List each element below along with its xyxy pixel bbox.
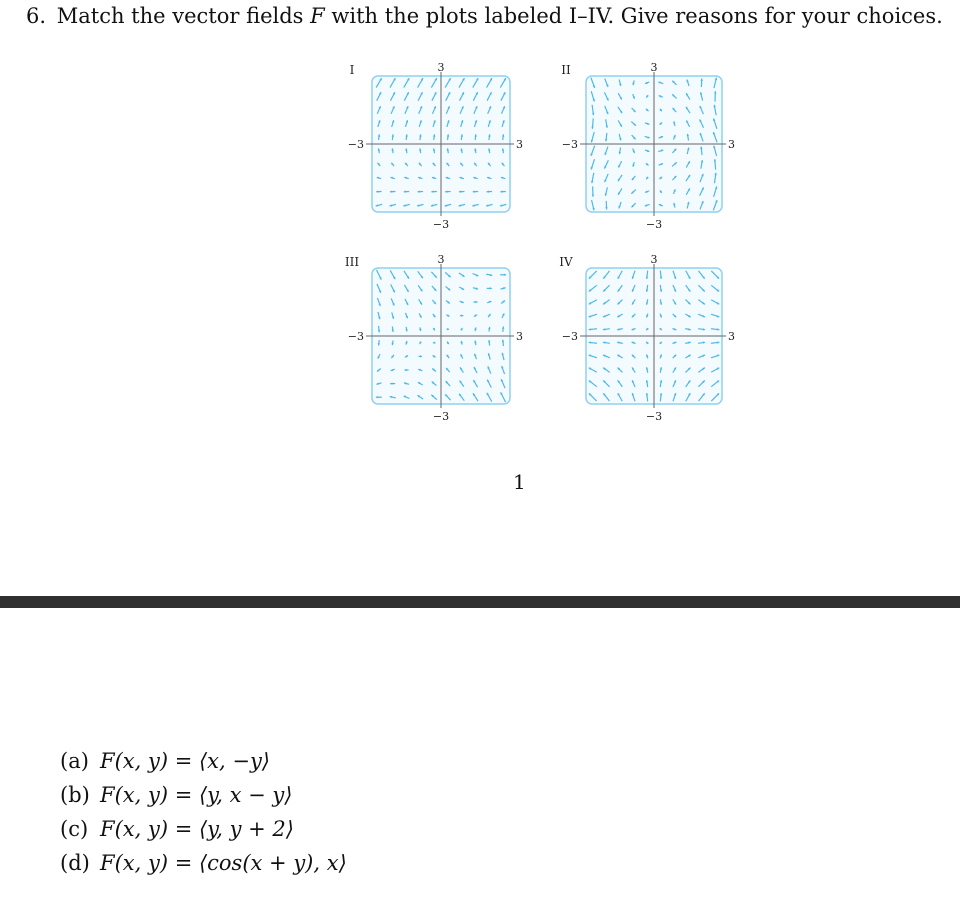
choice-a	[60, 744, 347, 778]
choice-c	[60, 812, 347, 846]
plot-tick-bottom: −3	[432, 410, 450, 423]
plot-tick-left: −3	[561, 330, 578, 343]
choice-list	[60, 744, 347, 880]
problem-variable: F	[310, 4, 325, 28]
plot-tick-bottom: −3	[432, 218, 450, 231]
choice-expression: F(x, y) = ⟨cos(x + y), x⟩	[100, 851, 347, 875]
vector-plot-3	[345, 253, 523, 423]
choice-label: (c)	[60, 817, 89, 841]
vector-plot-4	[559, 253, 735, 423]
problem-text-before: Match the vector fields	[56, 4, 304, 28]
vector-plot-1	[348, 61, 523, 231]
plot-tick-right: 3	[516, 138, 523, 151]
plot-label: III	[344, 255, 360, 269]
plot-tick-right: 3	[728, 138, 735, 151]
plot-tick-left: −3	[347, 330, 364, 343]
plot-tick-bottom: −3	[645, 218, 663, 231]
vector-plot-2	[561, 61, 735, 231]
plot-label: II	[561, 63, 571, 77]
choice-expression: F(x, y) = ⟨x, −y⟩	[100, 749, 270, 773]
plot-tick-top: 3	[650, 61, 658, 74]
page-number: 1	[513, 470, 526, 494]
choice-b	[60, 778, 347, 812]
choice-label: (b)	[60, 783, 90, 807]
plot-tick-right: 3	[728, 330, 735, 343]
page-break-bar	[0, 596, 960, 608]
problem-text-after: with the plots labeled I–IV. Give reasons for your choices.	[331, 4, 943, 28]
plot-label: IV	[559, 255, 573, 269]
plot-tick-left: −3	[347, 138, 364, 151]
choice-d	[60, 846, 347, 880]
plot-label: I	[349, 63, 355, 77]
plot-tick-top: 3	[437, 253, 445, 266]
plot-tick-top: 3	[437, 61, 445, 74]
problem-number: 6.	[26, 4, 47, 28]
vector-field-plots	[0, 40, 960, 440]
choice-label: (d)	[60, 851, 90, 875]
problem-statement	[26, 2, 946, 30]
plot-tick-bottom: −3	[645, 410, 663, 423]
plot-tick-left: −3	[561, 138, 578, 151]
plot-tick-top: 3	[650, 253, 658, 266]
choice-expression: F(x, y) = ⟨y, x − y⟩	[100, 783, 293, 807]
plot-tick-right: 3	[516, 330, 523, 343]
choice-label: (a)	[60, 749, 89, 773]
choice-expression: F(x, y) = ⟨y, y + 2⟩	[100, 817, 294, 841]
